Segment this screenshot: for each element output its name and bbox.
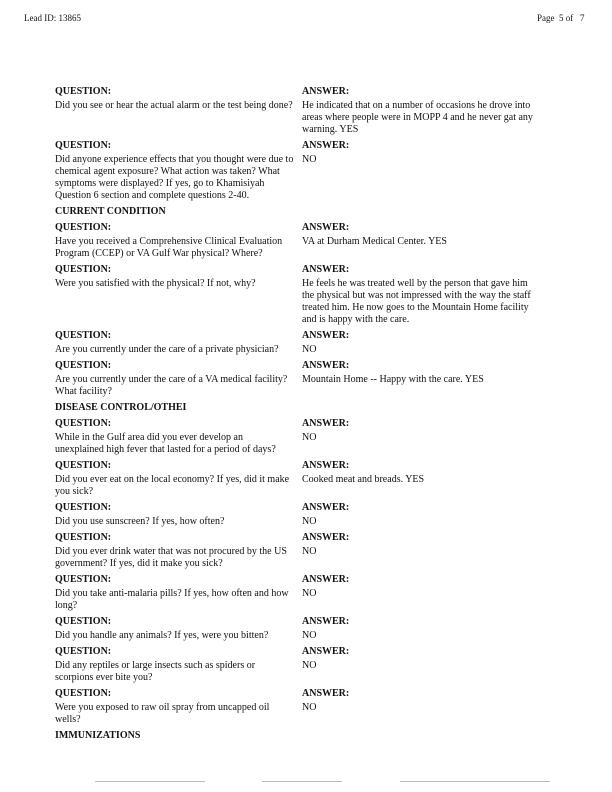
question-block xyxy=(55,222,302,260)
question-block xyxy=(55,532,302,570)
answer-label: ANSWER: xyxy=(302,646,350,657)
answer-text: NO xyxy=(302,516,317,527)
answer-label: ANSWER: xyxy=(302,140,350,151)
question-label: QUESTION: xyxy=(55,418,112,429)
answer-block xyxy=(302,574,537,612)
answer-block xyxy=(302,460,537,498)
question-text: Did anyone experience effects that you thought were due to chemical agent exposure? What action was taken? What symptoms were displayed? If yes, go to Khamisiyah Question 6 section and complete questions 2-40. xyxy=(55,154,294,201)
question-block xyxy=(55,330,302,356)
answer-label: ANSWER: xyxy=(302,222,350,233)
answer-block xyxy=(302,86,537,136)
footer-rule xyxy=(400,781,550,782)
question-text: Did you ever drink water that was not procured by the US government? If yes, did it make you sick? xyxy=(55,546,287,569)
question-label: QUESTION: xyxy=(55,140,112,151)
answer-label: ANSWER: xyxy=(302,418,350,429)
answer-text: NO xyxy=(302,660,317,671)
question-block xyxy=(55,86,302,136)
qa-row xyxy=(55,574,545,612)
question-label: QUESTION: xyxy=(55,502,112,513)
qa-row xyxy=(55,140,545,202)
question-block xyxy=(55,646,302,684)
question-label: QUESTION: xyxy=(55,688,112,699)
lead-id: Lead ID: 13865 xyxy=(24,13,81,23)
qa-row xyxy=(55,86,545,136)
question-text: Did you ever eat on the local economy? If yes, did it make you sick? xyxy=(55,474,290,497)
answer-block xyxy=(302,532,537,570)
answer-text: NO xyxy=(302,154,317,165)
question-block xyxy=(55,360,302,398)
page-number: Page 5 of 7 xyxy=(537,13,585,23)
qa-row xyxy=(55,418,545,456)
answer-label: ANSWER: xyxy=(302,86,350,97)
question-block xyxy=(55,502,302,528)
question-block xyxy=(55,418,302,456)
qa-list xyxy=(55,86,545,746)
answer-block xyxy=(302,418,537,456)
question-block xyxy=(55,140,302,202)
answer-text: Mountain Home -- Happy with the care. YES xyxy=(302,374,484,385)
answer-label: ANSWER: xyxy=(302,264,350,275)
answer-block xyxy=(302,222,537,260)
answer-label: ANSWER: xyxy=(302,688,350,699)
answer-block xyxy=(302,264,537,326)
question-block xyxy=(55,264,302,326)
qa-row xyxy=(55,688,545,726)
question-text: Are you currently under the care of a VA medical facility? What facility? xyxy=(55,374,288,397)
question-text: Did you use sunscreen? If yes, how often? xyxy=(55,516,225,527)
qa-row xyxy=(55,360,545,398)
question-label: QUESTION: xyxy=(55,330,112,341)
answer-block xyxy=(302,140,537,202)
question-label: QUESTION: xyxy=(55,264,112,275)
answer-text: Cooked meat and breads. YES xyxy=(302,474,425,485)
answer-block xyxy=(302,616,537,642)
question-text: Were you satisfied with the physical? If not, why? xyxy=(55,278,256,289)
answer-label: ANSWER: xyxy=(302,616,350,627)
answer-block xyxy=(302,360,537,398)
answer-text: He indicated that on a number of occasions he drove into areas where people were in MOPP 4 and he never gat any warning. YES xyxy=(302,100,533,135)
answer-text: NO xyxy=(302,588,317,599)
question-text: While in the Gulf area did you ever develop an unexplained high fever that lasted for a period of days? xyxy=(55,432,276,455)
qa-row xyxy=(55,616,545,642)
question-text: Have you received a Comprehensive Clinical Evaluation Program (CCEP) or VA Gulf War physical? Where? xyxy=(55,236,283,259)
answer-label: ANSWER: xyxy=(302,330,350,341)
question-label: QUESTION: xyxy=(55,86,112,97)
qa-row xyxy=(55,502,545,528)
answer-block xyxy=(302,502,537,528)
question-text: Did you handle any animals? If yes, were you bitten? xyxy=(55,630,269,641)
question-block xyxy=(55,460,302,498)
qa-row xyxy=(55,264,545,326)
question-label: QUESTION: xyxy=(55,574,112,585)
footer-rule xyxy=(95,781,205,782)
qa-row xyxy=(55,532,545,570)
answer-text: NO xyxy=(302,702,317,713)
question-text: Were you exposed to raw oil spray from uncapped oil wells? xyxy=(55,702,270,725)
answer-label: ANSWER: xyxy=(302,502,350,513)
answer-text: VA at Durham Medical Center. YES xyxy=(302,236,447,247)
answer-label: ANSWER: xyxy=(302,574,350,585)
section-heading-current-condition: CURRENT CONDITION xyxy=(55,206,166,217)
answer-text: NO xyxy=(302,344,317,355)
qa-row xyxy=(55,330,545,356)
answer-block xyxy=(302,646,537,684)
answer-text: NO xyxy=(302,432,317,443)
section-heading-disease-control: DISEASE CONTROL/OTHEI xyxy=(55,402,187,413)
answer-block xyxy=(302,330,537,356)
question-label: QUESTION: xyxy=(55,222,112,233)
question-block xyxy=(55,688,302,726)
answer-text: He feels he was treated well by the person that gave him the physical but was not impressed with the way the staff treated him. He now goes to the Mountain Home facility and is happy with the care. xyxy=(302,278,531,325)
qa-row xyxy=(55,460,545,498)
question-label: QUESTION: xyxy=(55,616,112,627)
question-text: Did you see or hear the actual alarm or the test being done? xyxy=(55,100,293,111)
section-heading-immunizations: IMMUNIZATIONS xyxy=(55,730,141,741)
question-label: QUESTION: xyxy=(55,360,112,371)
question-block xyxy=(55,574,302,612)
answer-text: NO xyxy=(302,630,317,641)
question-text: Did you take anti-malaria pills? If yes, how often and how long? xyxy=(55,588,289,611)
question-label: QUESTION: xyxy=(55,646,112,657)
answer-label: ANSWER: xyxy=(302,532,350,543)
answer-text: NO xyxy=(302,546,317,557)
answer-block xyxy=(302,688,537,726)
footer-rule xyxy=(262,781,342,782)
question-block xyxy=(55,616,302,642)
question-text: Did any reptiles or large insects such as spiders or scorpions ever bite you? xyxy=(55,660,256,683)
qa-row xyxy=(55,646,545,684)
answer-label: ANSWER: xyxy=(302,360,350,371)
question-label: QUESTION: xyxy=(55,460,112,471)
answer-label: ANSWER: xyxy=(302,460,350,471)
question-label: QUESTION: xyxy=(55,532,112,543)
question-text: Are you currently under the care of a private physician? xyxy=(55,344,279,355)
qa-row xyxy=(55,222,545,260)
